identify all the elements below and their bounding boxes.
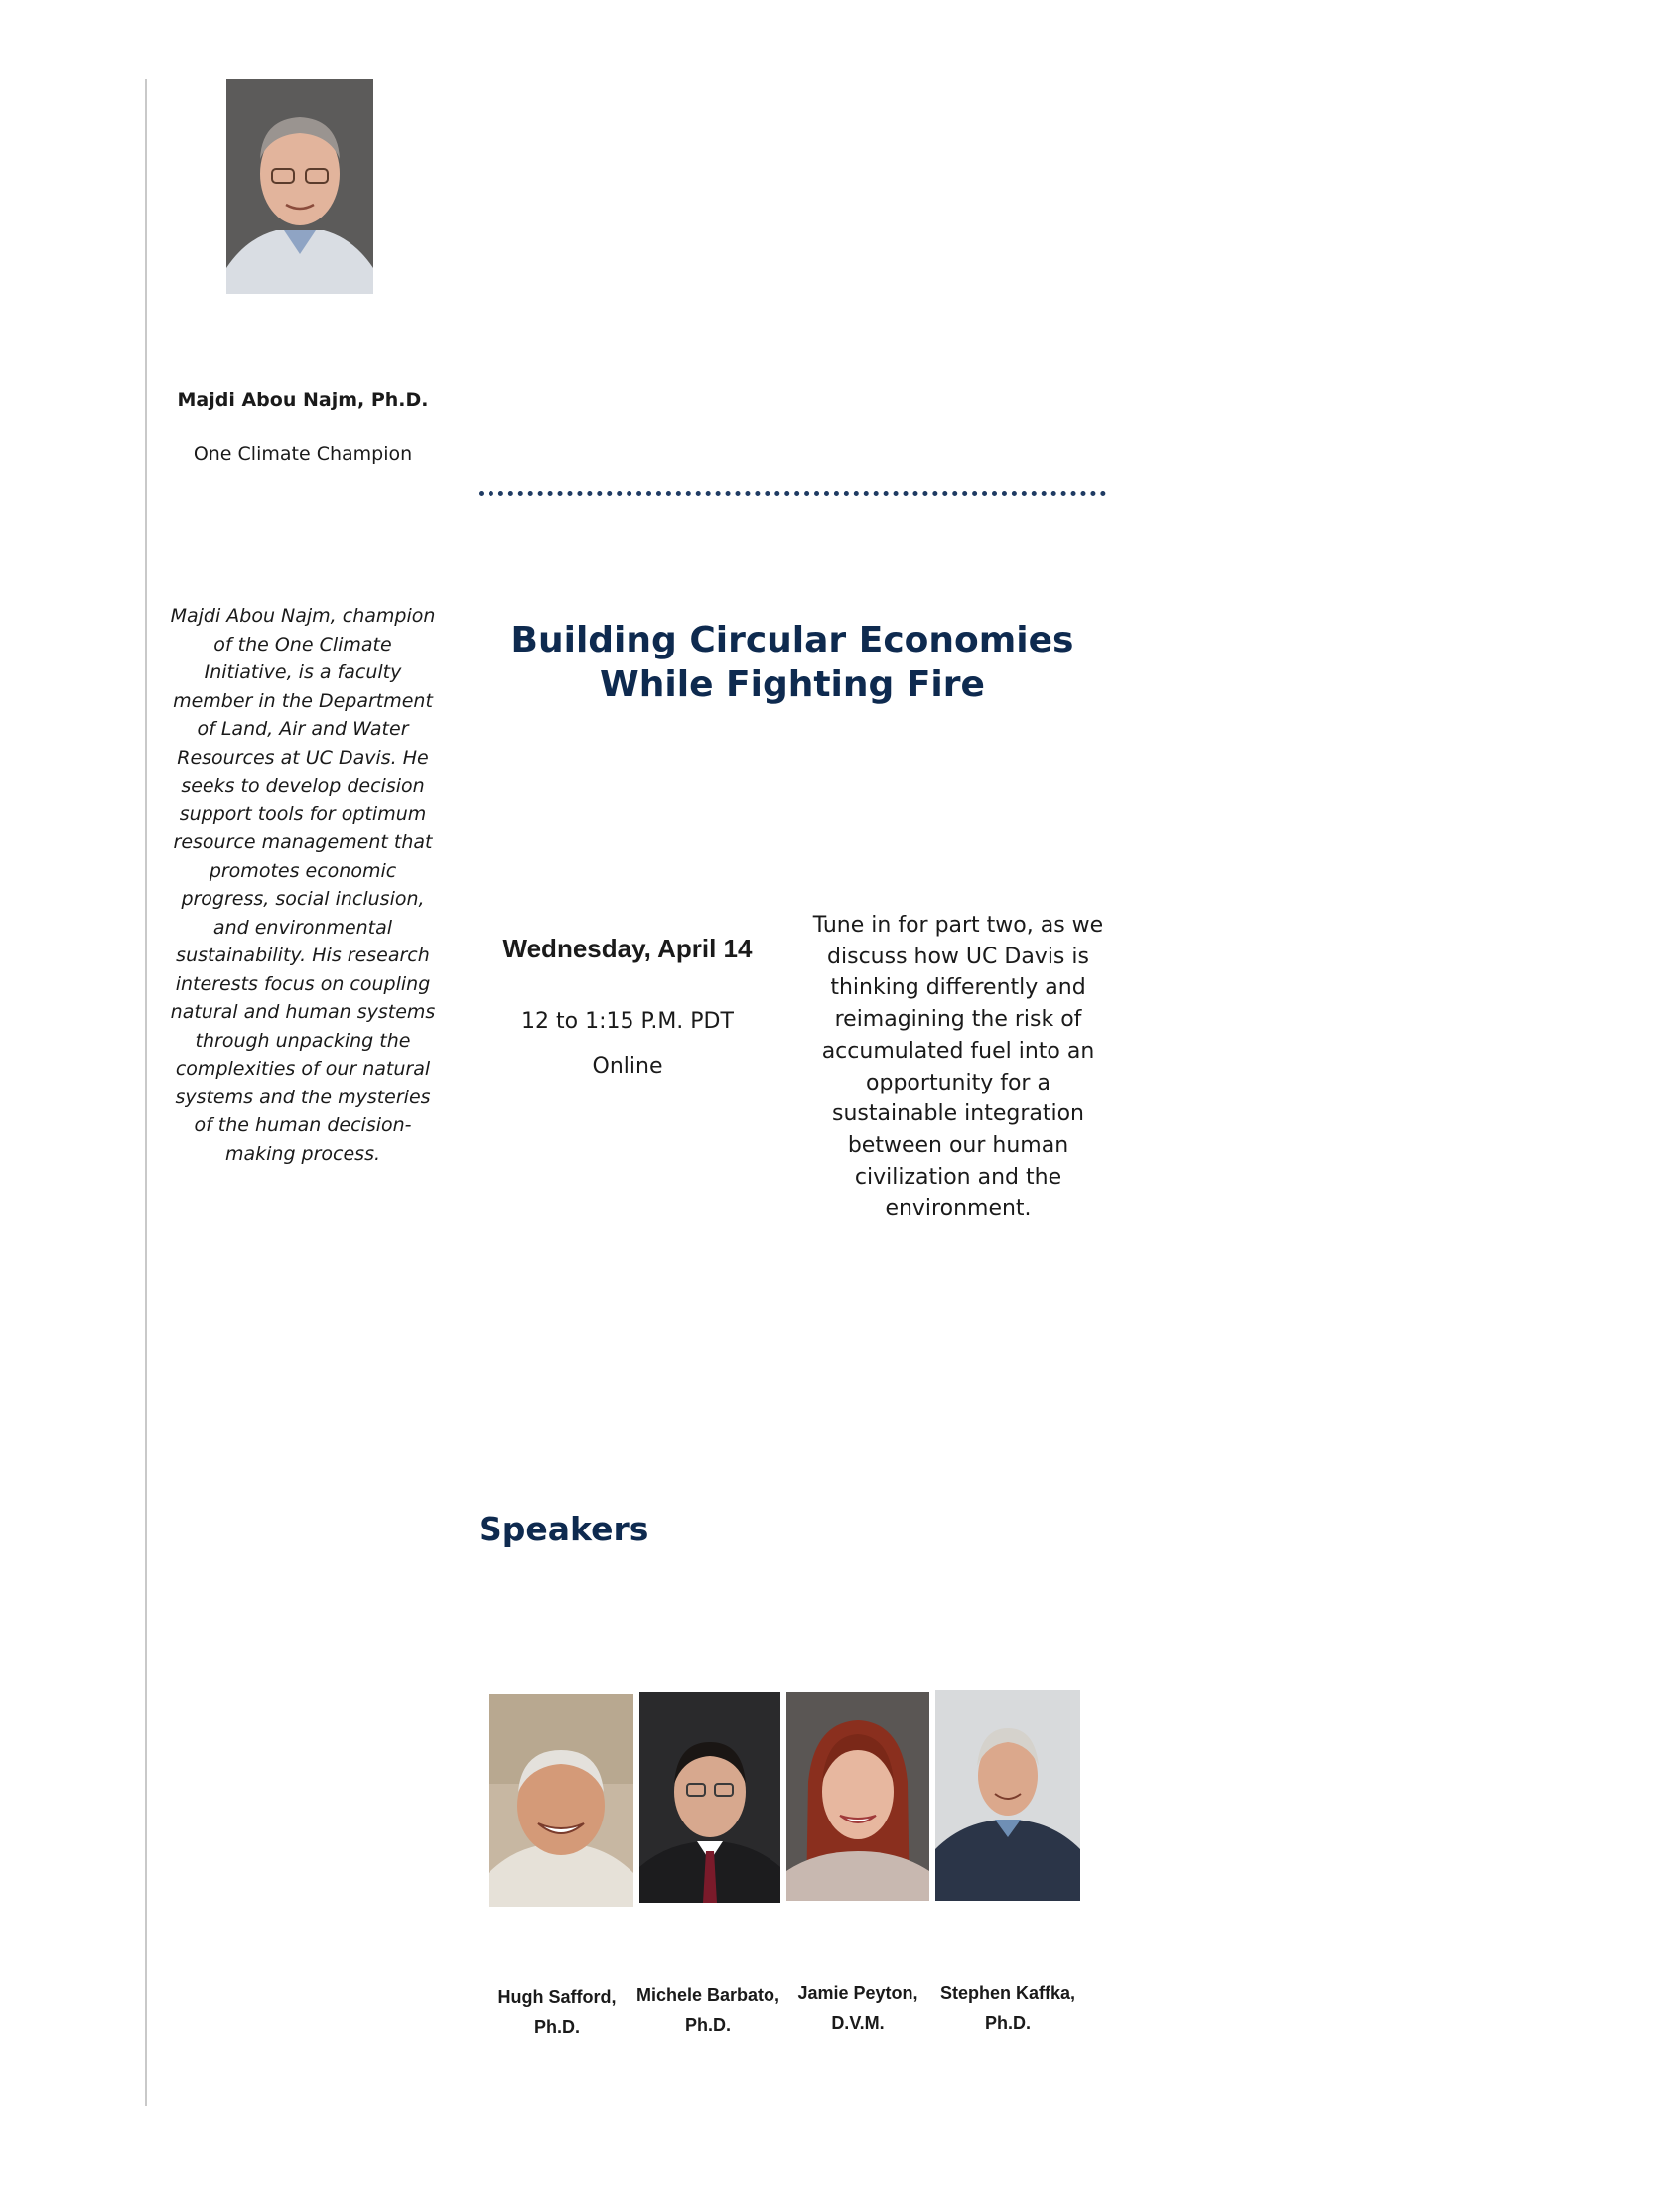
speaker-name-kaffka	[928, 1978, 1087, 2038]
speaker-photo-kaffka	[935, 1690, 1080, 1901]
event-description: Tune in for part two, as we discuss how UC Davis is thinking differently and reimagining the risk of accumulated fuel into an opportunity for a sustainable integration between our human civilization and the environment.	[812, 913, 1104, 1222]
speaker-name-peyton	[778, 1978, 937, 2038]
speaker-degree: Ph.D.	[533, 2017, 580, 2037]
speaker-degree: D.V.M.	[831, 2013, 885, 2033]
speaker-degree: Ph.D.	[984, 2013, 1031, 2033]
champion-bio: Majdi Abou Najm, champion of the One Climate Initiative, is a faculty member in the Department of Land, Air and Water Resources at UC Davis. He seeks to develop decision support tools for optimum resource management that promotes economic progress, social inclusion, and environmental sustainability. His research interests focus on coupling natural and human systems through unpacking the complexities of our natural systems and the mysteries of the human decision-making process.	[170, 605, 436, 1165]
speaker-name: Stephen Kaffka,	[939, 1983, 1076, 2003]
speaker-name-safford	[478, 1982, 636, 2042]
speaker-name-barbato	[629, 1980, 787, 2040]
speaker-photo-peyton	[786, 1692, 929, 1901]
speaker-name: Michele Barbato,	[635, 1985, 780, 2005]
event-location: Online	[592, 1054, 663, 1079]
champion-photo	[226, 79, 373, 294]
speaker-photo-safford	[489, 1694, 633, 1907]
event-time: 12 to 1:15 P.M. PDT	[521, 1009, 734, 1034]
event-date: Wednesday, April 14	[502, 934, 753, 963]
left-vertical-rule	[145, 79, 147, 2106]
speaker-name: Hugh Safford,	[497, 1987, 617, 2007]
dotted-divider	[479, 491, 1106, 496]
speaker-photo-barbato	[639, 1692, 780, 1903]
speaker-degree: Ph.D.	[684, 2015, 731, 2035]
champion-name: Majdi Abou Najm, Ph.D.	[177, 389, 429, 411]
speakers-heading: Speakers	[479, 1510, 649, 1548]
event-title: Building Circular Economies While Fighting Fire	[510, 620, 1074, 705]
speaker-name: Jamie Peyton,	[797, 1983, 918, 2003]
champion-role: One Climate Champion	[193, 443, 413, 465]
